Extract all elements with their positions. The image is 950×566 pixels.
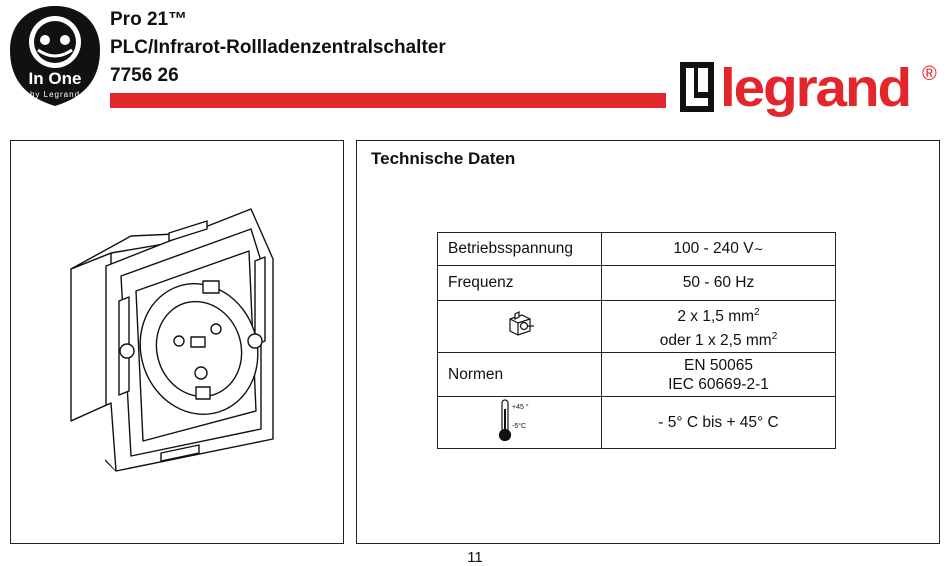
spec-value: 100 - 240 V∼ [602,233,836,266]
switch-mechanism-illustration [11,141,341,541]
spec-value: 2 x 1,5 $mm^2$ oder 1 x 2,5 $mm^2$ [602,301,836,353]
specs-table [437,232,836,449]
spec-icon-cell [438,397,602,449]
ac-symbol-icon: ∼ [753,242,764,256]
technical-data-panel [356,140,940,544]
spec-value: - 5° C bis + 45° C [602,397,836,449]
spec-icon-cell [438,301,602,353]
table-row [438,353,836,397]
table-row [438,301,836,353]
brand-name: legrand [720,58,910,118]
header-red-bar [110,93,666,108]
legrand-emblem-icon [680,62,714,112]
brand-registered: ® [922,63,937,85]
badge-line2: by Legrand [29,90,81,99]
page-number: 11 [467,549,483,566]
thermometer-min-label: -5°C [511,423,526,430]
thermometer-max-label: +45 ° [511,404,529,411]
legrand-logo [676,56,946,120]
spec-value: 50 - 60 Hz [602,266,836,301]
spec-label: Normen [438,353,602,397]
thermometer-icon [498,397,542,443]
spec-label: Betriebsspannung [438,233,602,266]
table-row [438,266,836,301]
badge-line1: In One [28,69,82,88]
header [110,6,446,90]
table-row [438,233,836,266]
product-description: PLC/Infrarot-Rollladenzentralschalter [110,37,446,58]
terminal-screw-icon [505,311,535,337]
article-number: 7756 26 [110,65,179,86]
spec-value: EN 50065 IEC 60669-2-1 [602,353,836,397]
spec-label: Frequenz [438,266,602,301]
section-title: Technische Daten [371,149,516,168]
in-one-logo [8,4,102,108]
table-row [438,397,836,449]
product-illustration-panel [10,140,344,544]
product-name: Pro 21™ [110,9,188,30]
